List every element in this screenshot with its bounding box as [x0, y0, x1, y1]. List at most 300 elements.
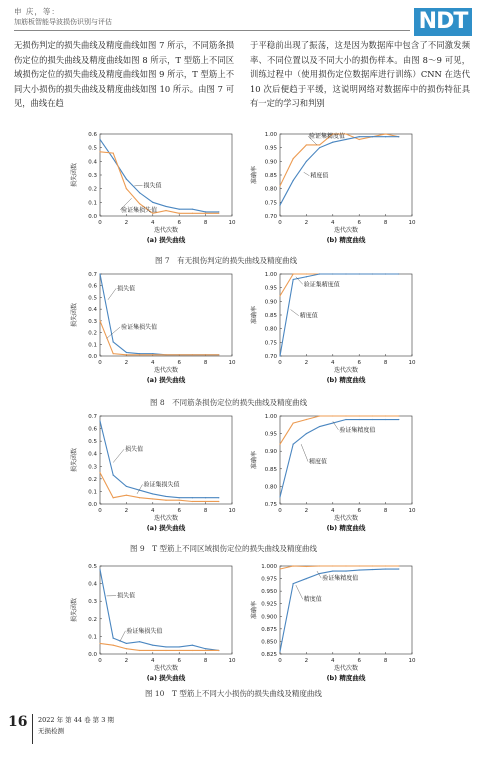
chart3-series-1-point	[398, 273, 399, 274]
chart1-series-1-point	[345, 139, 346, 140]
footer-rule	[32, 714, 33, 744]
journal-logo	[414, 8, 472, 36]
chart4-series-1-point	[152, 498, 153, 499]
chart6-series-1-point	[165, 650, 166, 651]
chart5-series-0-point	[359, 415, 360, 416]
chart7-y-tick-label: 0.875	[261, 626, 277, 633]
chart7-series-0-point	[372, 565, 373, 566]
chart2-series-0-point	[139, 353, 140, 354]
chart4-panel-title: (a) 损失曲线	[146, 524, 186, 532]
chart7-series-0-point	[398, 565, 399, 566]
chart7-series-1-point	[345, 570, 346, 571]
chart7-x-axis-label: 迭代次数	[333, 665, 359, 672]
chart5-series-0-point	[345, 415, 346, 416]
chart6-series-0-point	[99, 569, 100, 570]
fig8a-chart	[58, 268, 238, 388]
chart5-x-tick-label: 10	[408, 508, 416, 514]
chart1-series-0-point	[306, 144, 307, 145]
chart3-series-0-point	[293, 273, 294, 274]
chart4-y-tick-label: 0.7	[88, 414, 97, 420]
chart1-series-1-point	[372, 136, 373, 137]
chart5-series-1-point	[279, 496, 280, 497]
chart2-series-0-point	[126, 352, 127, 353]
chart1-x-tick-label: 0	[278, 220, 282, 226]
chart3-y-tick-label: 0.70	[264, 354, 277, 360]
chart7-annotation-label: 精度值	[303, 596, 322, 604]
chart4-x-tick-label: 10	[228, 508, 236, 514]
chart2-series-1-point	[113, 353, 114, 354]
chart4-y-tick-label: 0.5	[88, 439, 97, 446]
chart1-y-tick-label: 0.80	[264, 186, 277, 193]
chart3-panel-title: (b) 精度曲线	[326, 376, 366, 384]
chart0-series-line-0	[100, 139, 219, 211]
chart4-series-1-point	[139, 497, 140, 498]
page-number: 16	[8, 714, 28, 730]
chart2-series-1-point	[218, 354, 219, 355]
chart6-y-tick-label: 0.4	[88, 581, 97, 588]
chart6-series-1-point	[139, 650, 140, 651]
chart7-series-1-point	[359, 569, 360, 570]
chart1-y-tick-label: 0.90	[264, 159, 277, 166]
chart4-annotation-leader	[113, 449, 124, 462]
chart0-series-1-point	[218, 213, 219, 214]
fig9b-chart	[238, 410, 418, 536]
chart0-series-0-point	[192, 209, 193, 210]
chart2-x-axis-label: 迭代次数	[153, 367, 179, 374]
chart5-series-0-point	[385, 415, 386, 416]
chart0-y-tick-label: 0.0	[88, 214, 97, 220]
chart1-series-line-1	[280, 137, 399, 205]
chart2-y-tick-label: 0.6	[88, 283, 97, 290]
chart2-x-tick-label: 0	[98, 360, 102, 366]
chart2-annotation-leader	[107, 327, 121, 338]
chart0-series-0-point	[205, 211, 206, 212]
chart3-series-1-point	[345, 273, 346, 274]
chart4-series-0-point	[165, 496, 166, 497]
chart5-series-0-point	[293, 422, 294, 423]
chart3-series-1-point	[332, 273, 333, 274]
chart1-series-0-point	[319, 144, 320, 145]
chart2-annotation-label: 损失值	[117, 285, 136, 293]
chart5-series-0-point	[398, 415, 399, 416]
chart3-annotation-label: 精度值	[299, 312, 318, 320]
chart1-series-0-point	[279, 185, 280, 186]
chart0-series-1-point	[165, 210, 166, 211]
fig8-caption: 图 8 不同筋条损伤定位的损失曲线及精度曲线	[150, 398, 308, 407]
chart3-series-0-point	[279, 295, 280, 296]
chart1-series-1-point	[332, 142, 333, 143]
header-rule	[14, 30, 410, 31]
chart7-series-0-point	[279, 568, 280, 569]
chart7-y-tick-label: 0.850	[261, 639, 277, 646]
body-text-left: 无损伤判定的损失曲线及精度曲线如图 7 所示，不同筋条损伤定位的损失曲线及精度曲线如图 8 所示，T 型筋上不同区域损伤定位的损失曲线及精度曲线如图 9 所示，T 型筋上不同大小损伤的损失曲线及精度曲线如图 10 所示。由图 7 可见，曲线在趋	[14, 40, 234, 108]
chart4-y-tick-label: 0.3	[88, 464, 97, 471]
journal-logo-text: NDT	[418, 9, 468, 34]
chart2-series-1-point	[165, 354, 166, 355]
chart6-series-0-point	[152, 645, 153, 646]
chart6-x-tick-label: 8	[203, 658, 208, 664]
chart7-series-1-point	[398, 568, 399, 569]
chart6-x-tick-label: 0	[98, 658, 102, 664]
chart6-series-1-point	[113, 645, 114, 646]
chart1-series-1-point	[398, 136, 399, 137]
chart0-y-tick-label: 0.3	[88, 173, 97, 179]
chart1-series-1-point	[319, 147, 320, 148]
chart6-y-tick-label: 0.1	[88, 634, 97, 641]
chart0-x-tick-label: 2	[124, 220, 129, 226]
chart3-y-tick-label: 0.85	[264, 313, 277, 319]
chart0-x-axis-label: 迭代次数	[153, 227, 179, 234]
chart2-x-tick-label: 4	[151, 360, 155, 366]
chart3-annotation-leader	[291, 310, 299, 316]
chart0-x-tick-label: 10	[228, 220, 236, 226]
chart4-x-tick-label: 2	[124, 508, 129, 514]
chart0-plot-frame	[100, 134, 232, 216]
chart6-annotation-label: 损失值	[117, 592, 136, 600]
chart3-x-tick-label: 2	[304, 360, 309, 366]
chart0-y-axis-label: 损失函数	[71, 162, 78, 188]
chart7-x-tick-label: 4	[331, 658, 335, 664]
chart4-series-1-point	[99, 472, 100, 473]
chart0-series-1-point	[126, 188, 127, 189]
chart6-series-line-0	[100, 570, 219, 651]
chart6-series-1-point	[179, 650, 180, 651]
chart1-series-line-0	[280, 134, 399, 186]
chart1-panel-title: (b) 精度曲线	[326, 236, 366, 244]
chart6-series-0-point	[192, 645, 193, 646]
chart0-y-tick-label: 0.6	[88, 132, 97, 138]
chart3-y-tick-label: 1.00	[264, 272, 277, 278]
chart7-annotation-label: 验证集精度值	[322, 575, 359, 583]
chart7-y-tick-label: 0.925	[261, 601, 277, 608]
chart0-panel-title: (a) 损失曲线	[146, 236, 186, 244]
chart2-y-tick-label: 0.7	[88, 272, 97, 278]
chart4-y-tick-label: 0.2	[88, 476, 97, 483]
chart5-annotation-label: 验证集精度值	[339, 426, 376, 434]
chart7-series-line-0	[280, 566, 399, 569]
chart5-series-1-point	[319, 426, 320, 427]
chart5-x-tick-label: 6	[357, 508, 361, 514]
chart4-series-0-point	[113, 474, 114, 475]
chart3-y-tick-label: 0.75	[264, 340, 277, 347]
chart3-series-1-point	[359, 273, 360, 274]
chart6-x-axis-label: 迭代次数	[153, 665, 179, 672]
chart6-x-tick-label: 10	[228, 658, 236, 664]
footer-journal: 无损检测	[38, 727, 64, 735]
chart7-series-0-point	[319, 565, 320, 566]
chart1-series-0-point	[293, 158, 294, 159]
chart7-x-tick-label: 2	[304, 658, 309, 664]
chart1-series-0-point	[385, 133, 386, 134]
chart4-series-1-point	[205, 501, 206, 502]
chart3-series-1-point	[385, 273, 386, 274]
chart3-x-tick-label: 4	[331, 360, 335, 366]
chart2-y-axis-label: 损失函数	[71, 302, 78, 328]
chart3-annotation-label: 验证集精度值	[303, 281, 340, 289]
chart0-series-1-point	[179, 213, 180, 214]
chart0-series-0-point	[179, 209, 180, 210]
chart7-series-0-point	[385, 565, 386, 566]
chart2-y-tick-label: 0.2	[88, 330, 97, 337]
chart7-y-tick-label: 0.975	[261, 576, 277, 583]
chart6-series-1-point	[218, 650, 219, 651]
chart1-annotation-label: 验证集精度值	[309, 133, 346, 141]
chart7-series-1-point	[332, 570, 333, 571]
chart4-y-tick-label: 0.1	[88, 489, 97, 496]
chart0-y-tick-label: 0.1	[88, 200, 97, 207]
chart0-annotation-label: 损失值	[143, 182, 162, 190]
chart1-annotation-label: 精度值	[310, 172, 329, 180]
chart3-y-tick-label: 0.90	[264, 299, 277, 306]
chart6-series-1-point	[126, 648, 127, 649]
chart4-y-axis-label: 损失函数	[71, 447, 78, 473]
chart4-series-0-point	[179, 497, 180, 498]
chart4-series-0-point	[205, 497, 206, 498]
chart2-series-0-point	[113, 341, 114, 342]
chart5-y-tick-label: 0.75	[264, 502, 277, 508]
chart5-series-1-point	[306, 433, 307, 434]
chart4-series-1-point	[126, 495, 127, 496]
chart3-series-1-point	[306, 276, 307, 277]
chart7-x-tick-label: 0	[278, 658, 282, 664]
chart7-x-tick-label: 10	[408, 658, 416, 664]
chart0-y-tick-label: 0.5	[88, 145, 97, 152]
chart6-series-0-point	[126, 643, 127, 644]
chart4-series-0-point	[152, 493, 153, 494]
chart5-series-1-point	[359, 419, 360, 420]
chart0-series-0-point	[99, 139, 100, 140]
chart0-annotation-label: 验证集损失值	[121, 206, 158, 214]
chart0-x-tick-label: 0	[98, 220, 102, 226]
chart7-y-axis-label: 准确率	[251, 600, 258, 620]
chart1-x-tick-label: 6	[357, 220, 361, 226]
chart5-series-1-point	[293, 444, 294, 445]
chart5-y-tick-label: 0.80	[264, 484, 277, 491]
chart2-x-tick-label: 10	[228, 360, 236, 366]
chart1-y-axis-label: 准确率	[251, 165, 258, 185]
chart1-series-0-point	[359, 139, 360, 140]
chart2-y-tick-label: 0.5	[88, 295, 97, 302]
chart4-annotation-label: 损失值	[125, 446, 144, 454]
chart5-x-tick-label: 4	[331, 508, 335, 514]
chart1-x-axis-label: 迭代次数	[333, 227, 359, 234]
chart6-panel-title: (a) 损失曲线	[146, 674, 186, 682]
body-text-right: 于平稳前出现了振荡，这是因为数据库中包含了不同激发频率、不同位置以及不同大小的损伤样本。由图 8～9 可见，训练过程中（使用损伤定位数据库进行训练）CNN 在迭代 10 次后便趋于平缓，这说明网络对数据库中的损伤特征具有一定的学习和判别	[250, 40, 470, 108]
chart0-x-tick-label: 6	[177, 220, 181, 226]
chart7-series-0-point	[359, 565, 360, 566]
chart4-series-1-point	[218, 501, 219, 502]
chart1-x-tick-label: 2	[304, 220, 309, 226]
chart1-y-tick-label: 0.70	[264, 214, 277, 220]
chart5-series-0-point	[372, 415, 373, 416]
chart4-series-0-point	[99, 420, 100, 421]
chart7-y-tick-label: 0.825	[261, 652, 277, 658]
chart1-series-0-point	[345, 133, 346, 134]
chart0-x-tick-label: 4	[151, 220, 155, 226]
chart0-series-1-point	[113, 153, 114, 154]
chart6-series-0-point	[139, 641, 140, 642]
chart1-series-1-point	[359, 136, 360, 137]
chart2-series-1-point	[126, 354, 127, 355]
chart7-y-tick-label: 0.900	[261, 614, 277, 621]
chart2-x-tick-label: 8	[203, 360, 208, 366]
chart3-y-axis-label: 准确率	[251, 305, 258, 325]
chart6-series-1-point	[205, 650, 206, 651]
chart4-series-1-point	[179, 500, 180, 501]
chart5-series-0-point	[306, 419, 307, 420]
chart2-series-1-point	[192, 354, 193, 355]
chart6-series-1-point	[152, 650, 153, 651]
chart4-x-tick-label: 8	[203, 508, 208, 514]
chart3-x-tick-label: 6	[357, 360, 361, 366]
chart6-y-axis-label: 损失函数	[71, 597, 78, 623]
chart6-annotation-label: 验证集损失值	[126, 627, 163, 635]
chart2-series-line-1	[100, 321, 219, 355]
chart6-series-0-point	[113, 638, 114, 639]
chart6-series-0-point	[205, 648, 206, 649]
footer-issue: 2022 年 第 44 卷 第 3 期	[38, 716, 114, 724]
chart4-series-1-point	[165, 500, 166, 501]
chart5-y-axis-label: 准确率	[251, 450, 258, 470]
chart4-y-tick-label: 0.6	[88, 426, 97, 433]
chart4-plot-frame	[100, 416, 232, 504]
fig10a-chart	[58, 560, 238, 686]
chart2-y-tick-label: 0.3	[88, 318, 97, 325]
chart2-panel-title: (a) 损失曲线	[146, 376, 186, 384]
fig10b-chart	[238, 560, 418, 686]
chart2-series-1-point	[152, 354, 153, 355]
chart1-x-tick-label: 8	[383, 220, 388, 226]
chart7-series-0-point	[293, 565, 294, 566]
chart4-x-tick-label: 0	[98, 508, 102, 514]
chart1-x-tick-label: 4	[331, 220, 335, 226]
chart5-series-1-point	[398, 419, 399, 420]
chart0-series-0-point	[113, 158, 114, 159]
chart6-series-1-point	[99, 643, 100, 644]
chart4-y-tick-label: 0.4	[88, 451, 97, 458]
chart2-y-tick-label: 0.4	[88, 307, 97, 314]
chart1-series-1-point	[293, 180, 294, 181]
chart1-y-tick-label: 0.95	[264, 145, 277, 152]
chart3-series-0-point	[306, 273, 307, 274]
chart5-series-1-point	[332, 422, 333, 423]
chart5-series-0-point	[319, 415, 320, 416]
chart1-series-1-point	[279, 204, 280, 205]
chart1-series-1-point	[385, 136, 386, 137]
fig7a-chart	[58, 128, 238, 248]
fig9-caption: 图 9 T 型筋上不同区域损伤定位的损失曲线及精度曲线	[130, 544, 318, 553]
chart6-y-tick-label: 0.5	[88, 564, 97, 570]
chart7-y-tick-label: 0.950	[261, 589, 277, 596]
chart2-y-tick-label: 0.1	[88, 342, 97, 349]
chart5-series-0-point	[332, 415, 333, 416]
header-title: 加筋板智能导波损伤识别与评估	[14, 18, 112, 26]
chart2-series-1-point	[139, 354, 140, 355]
header-authors: 申 庆，等：	[14, 7, 60, 16]
chart5-x-axis-label: 迭代次数	[333, 515, 359, 522]
chart5-x-tick-label: 2	[304, 508, 309, 514]
chart1-y-tick-label: 0.85	[264, 173, 277, 179]
chart6-series-0-point	[165, 646, 166, 647]
chart5-y-tick-label: 1.00	[264, 414, 277, 420]
fig10-caption: 图 10 T 型筋上不同大小损伤的损失曲线及精度曲线	[145, 689, 322, 698]
chart4-series-0-point	[218, 497, 219, 498]
chart7-annotation-leader	[296, 585, 303, 599]
chart7-series-1-point	[319, 573, 320, 574]
fig7b-chart	[238, 128, 418, 248]
chart7-series-1-point	[372, 569, 373, 570]
chart4-series-0-point	[192, 497, 193, 498]
chart6-y-tick-label: 0.3	[88, 599, 97, 606]
fig8b-chart	[238, 268, 418, 388]
chart0-series-0-point	[218, 211, 219, 212]
chart4-annotation-label: 验证集损失值	[143, 481, 180, 489]
chart4-series-1-point	[113, 497, 114, 498]
chart7-y-tick-label: 1.000	[261, 564, 277, 570]
chart0-annotation-leader	[134, 185, 142, 186]
chart5-series-0-point	[279, 444, 280, 445]
chart5-series-1-point	[345, 419, 346, 420]
chart4-x-axis-label: 迭代次数	[153, 515, 179, 522]
chart6-x-tick-label: 6	[177, 658, 181, 664]
chart0-series-1-point	[205, 213, 206, 214]
chart3-y-tick-label: 0.95	[264, 285, 277, 292]
chart0-series-0-point	[126, 179, 127, 180]
chart2-y-tick-label: 0.0	[88, 354, 97, 360]
chart2-series-0-point	[99, 273, 100, 274]
chart0-series-0-point	[152, 202, 153, 203]
chart2-annotation-leader	[108, 288, 116, 299]
chart0-series-1-point	[99, 151, 100, 152]
chart2-x-tick-label: 6	[177, 360, 181, 366]
chart6-series-0-point	[179, 646, 180, 647]
chart1-series-1-point	[306, 161, 307, 162]
chart6-x-tick-label: 4	[151, 658, 155, 664]
chart2-x-tick-label: 2	[124, 360, 129, 366]
chart1-annotation-leader	[304, 172, 310, 175]
chart6-y-tick-label: 0.0	[88, 652, 97, 658]
fig9a-chart	[58, 410, 238, 536]
chart3-series-1-point	[279, 355, 280, 356]
chart5-x-tick-label: 0	[278, 508, 282, 514]
chart2-series-1-point	[179, 354, 180, 355]
chart7-series-1-point	[385, 568, 386, 569]
chart5-series-1-point	[385, 419, 386, 420]
chart7-panel-title: (b) 精度曲线	[326, 674, 366, 682]
chart3-y-tick-label: 0.80	[264, 326, 277, 333]
chart4-y-tick-label: 0.0	[88, 502, 97, 508]
chart6-series-1-point	[192, 650, 193, 651]
chart0-series-1-point	[139, 203, 140, 204]
chart1-y-tick-label: 0.75	[264, 200, 277, 207]
chart6-annotation-leader	[120, 631, 126, 642]
chart2-annotation-label: 验证集损失值	[121, 324, 158, 332]
chart5-x-tick-label: 8	[383, 508, 388, 514]
chart3-series-1-point	[372, 273, 373, 274]
chart5-y-tick-label: 0.95	[264, 431, 277, 438]
chart3-x-axis-label: 迭代次数	[333, 367, 359, 374]
chart7-series-1-point	[279, 651, 280, 652]
chart4-series-0-point	[126, 486, 127, 487]
chart6-y-tick-label: 0.2	[88, 616, 97, 623]
fig7-caption: 图 7 有无损伤判定的损失曲线及精度曲线	[155, 256, 298, 265]
chart4-x-tick-label: 6	[177, 508, 181, 514]
chart7-x-tick-label: 6	[357, 658, 361, 664]
chart2-series-1-point	[99, 320, 100, 321]
chart0-series-0-point	[165, 206, 166, 207]
chart7-series-0-point	[345, 565, 346, 566]
chart2-series-1-point	[205, 354, 206, 355]
